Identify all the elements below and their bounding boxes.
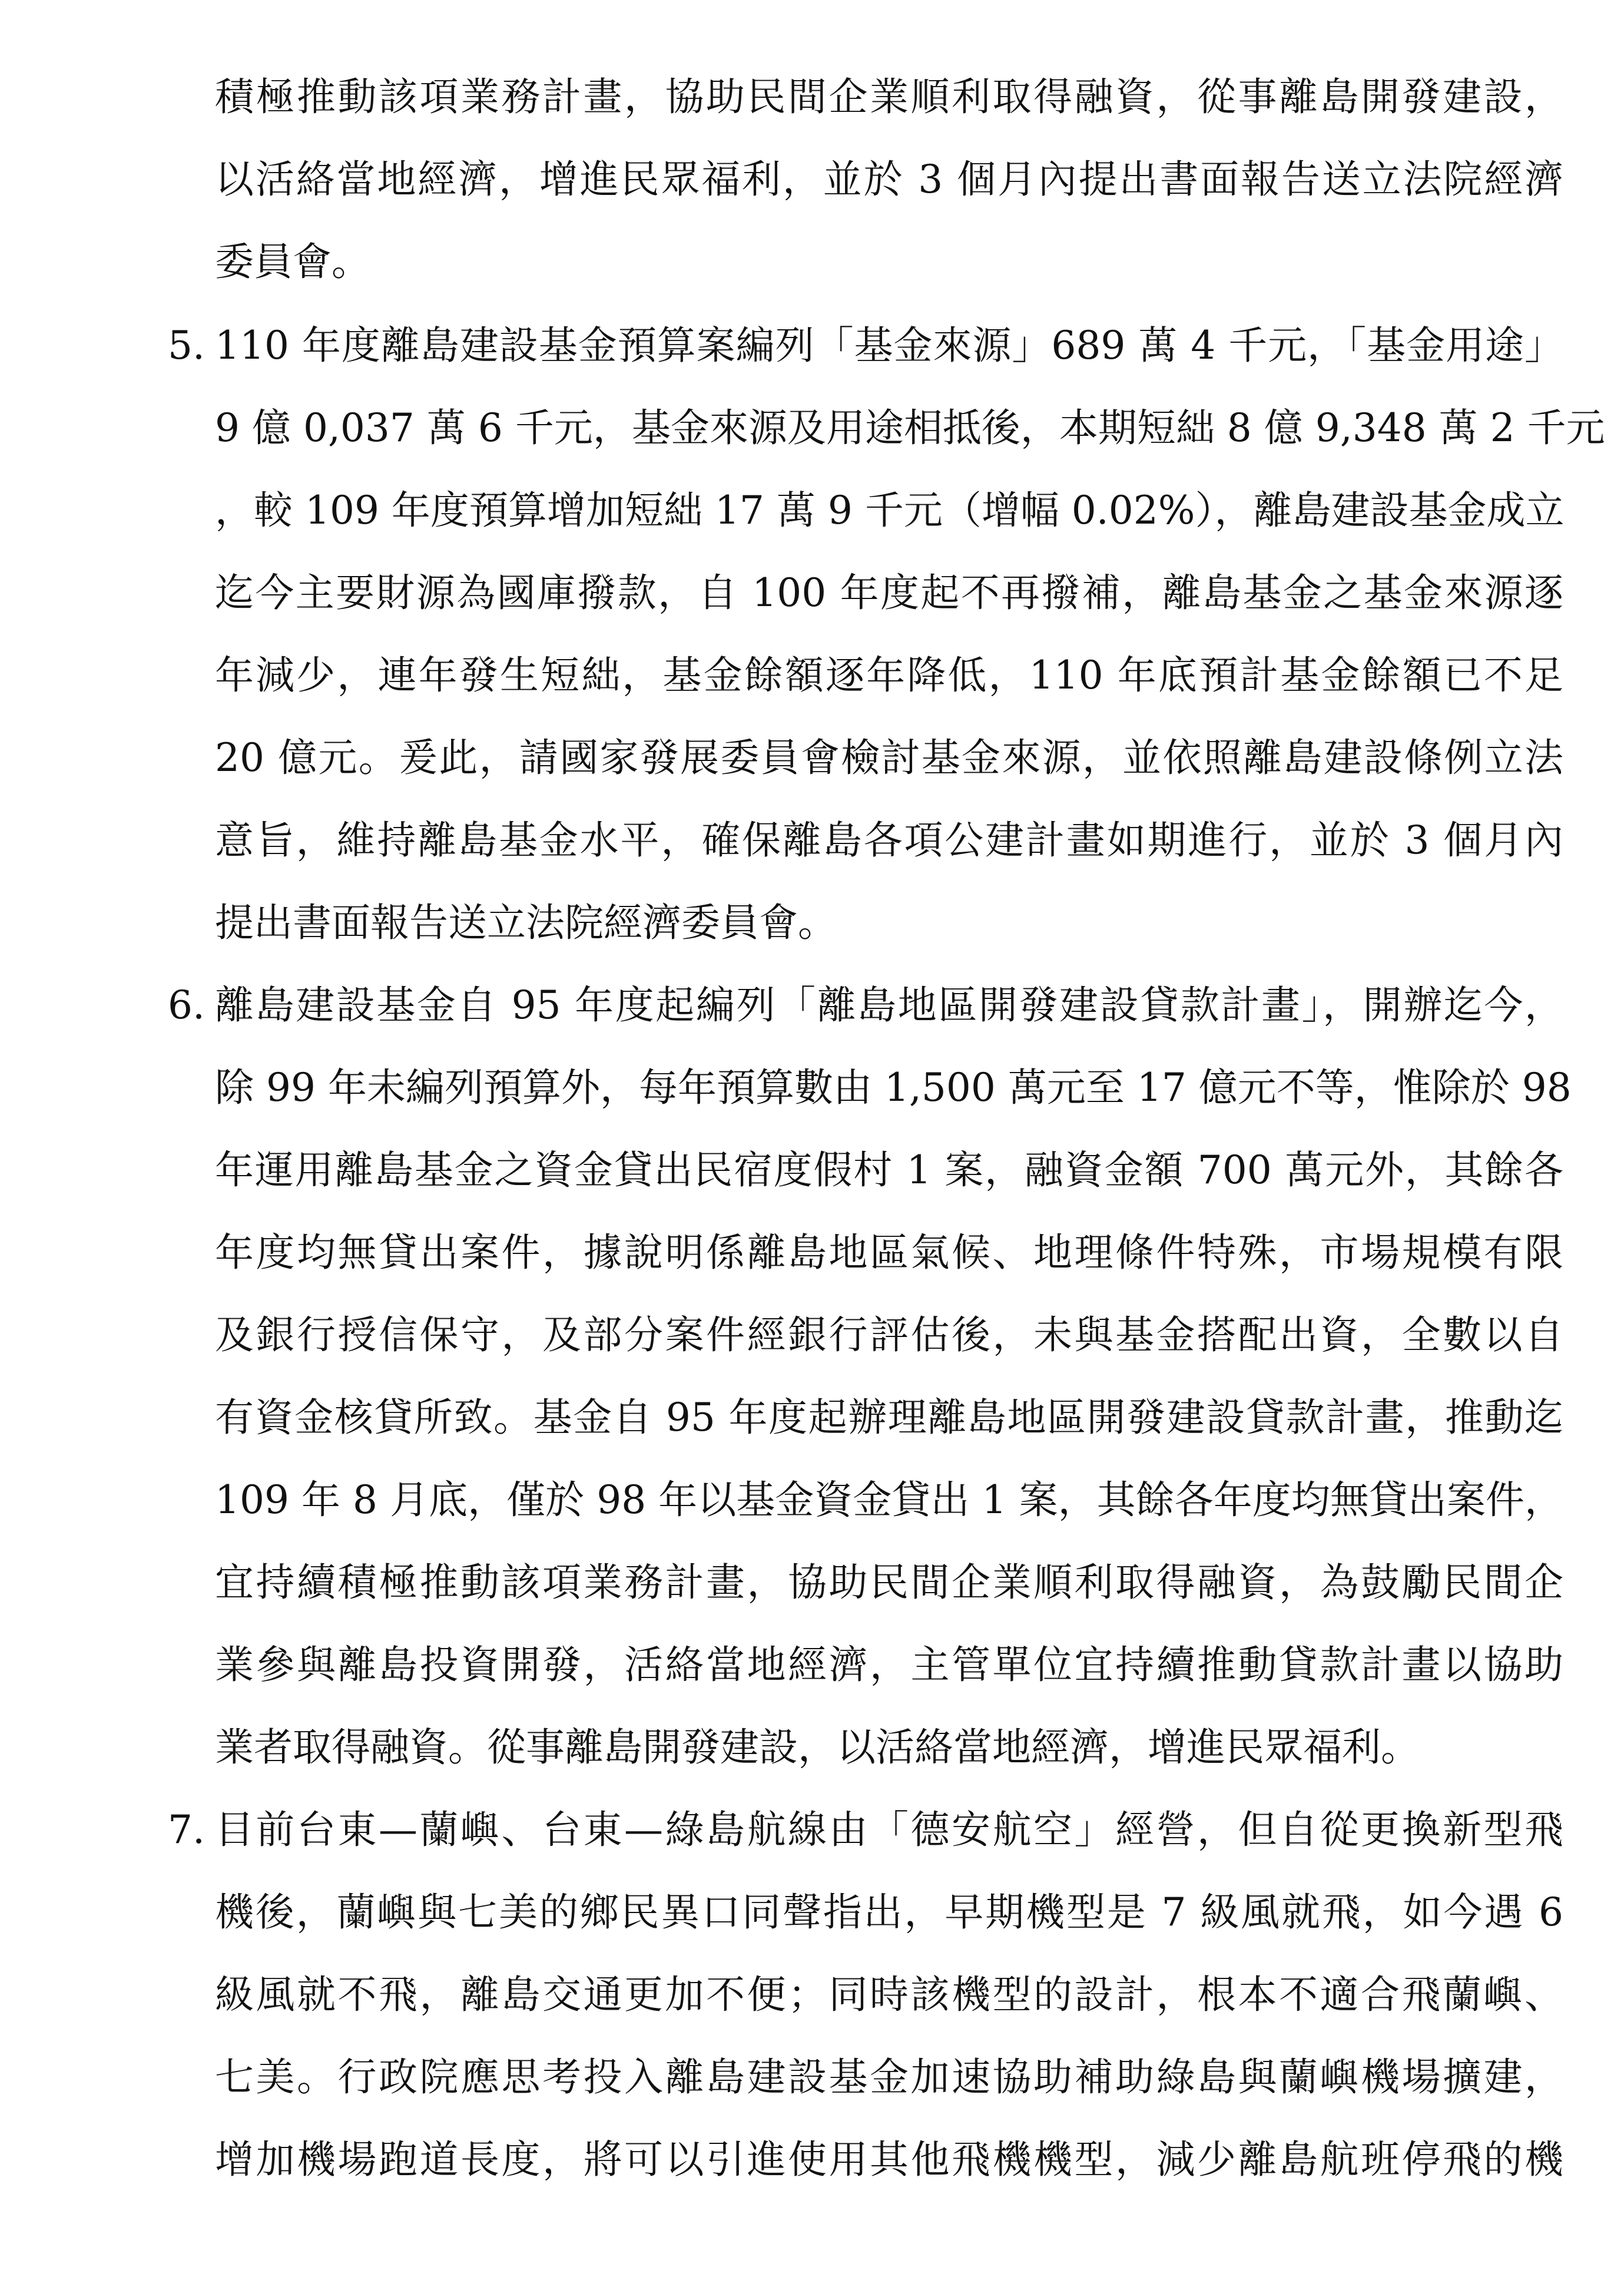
paragraph-line: 有資金核貸所致。基金自 95 年度起辦理離島地區開發建設貸款計畫，推動迄 bbox=[215, 1395, 1563, 1440]
paragraph-line: 七美。行政院應思考投入離島建設基金加速協助補助綠島與蘭嶼機場擴建， bbox=[215, 2054, 1563, 2100]
item-number: 6. bbox=[168, 982, 205, 1028]
paragraph-line: 目前台東—蘭嶼、台東—綠島航線由「德安航空」經營，但自從更換新型飛 bbox=[215, 1807, 1563, 1852]
paragraph-line: 109 年 8 月底，僅於 98 年以基金資金貸出 1 案，其餘各年度均無貸出案件， bbox=[215, 1477, 1563, 1523]
paragraph-line: 9 億 0,037 萬 6 千元，基金來源及用途相抵後，本期短絀 8 億 9,348 萬 2 千元 bbox=[215, 405, 1605, 451]
paragraph-line: 年運用離島基金之資金貸出民宿度假村 1 案，融資金額 700 萬元外，其餘各 bbox=[215, 1147, 1563, 1193]
paragraph-line: 年度均無貸出案件，據說明係離島地區氣候、地理條件特殊，市場規模有限 bbox=[215, 1230, 1563, 1275]
paragraph-line: 意旨，維持離島基金水平，確保離島各項公建計畫如期進行，並於 3 個月內 bbox=[215, 818, 1563, 863]
paragraph-line: 機後，蘭嶼與七美的鄉民異口同聲指出，早期機型是 7 級風就飛，如今遇 6 bbox=[215, 1889, 1563, 1935]
paragraph-line: 迄今主要財源為國庫撥款，自 100 年度起不再撥補，離島基金之基金來源逐 bbox=[215, 570, 1563, 615]
paragraph-line: 及銀行授信保守，及部分案件經銀行評估後，未與基金搭配出資，全數以自 bbox=[215, 1312, 1563, 1358]
paragraph-line: ，較 109 年度預算增加短絀 17 萬 9 千元（增幅 0.02%），離島建設基金成立 bbox=[215, 488, 1565, 533]
paragraph-line: 提出書面報告送立法院經濟委員會。 bbox=[215, 900, 837, 945]
paragraph-line: 增加機場跑道長度，將可以引進使用其他飛機機型，減少離島航班停飛的機 bbox=[215, 2137, 1563, 2182]
paragraph-line: 以活絡當地經濟，增進民眾福利，並於 3 個月內提出書面報告送立法院經濟 bbox=[215, 157, 1563, 202]
item-number: 7. bbox=[168, 1807, 205, 1852]
paragraph-line: 年減少，連年發生短絀，基金餘額逐年降低，110 年底預計基金餘額已不足 bbox=[215, 653, 1563, 698]
paragraph-line: 委員會。 bbox=[215, 239, 370, 284]
paragraph-line: 離島建設基金自 95 年度起編列「離島地區開發建設貸款計畫」，開辦迄今， bbox=[215, 982, 1563, 1028]
paragraph-line: 業者取得融資。從事離島開發建設，以活絡當地經濟，增進民眾福利。 bbox=[215, 1725, 1420, 1770]
paragraph-line: 級風就不飛，離島交通更加不便；同時該機型的設計，根本不適合飛蘭嶼、 bbox=[215, 1972, 1563, 2017]
paragraph-line: 20 億元。爰此，請國家發展委員會檢討基金來源，並依照離島建設條例立法 bbox=[215, 735, 1563, 780]
paragraph-line: 110 年度離島建設基金預算案編列「基金來源」689 萬 4 千元，「基金用途」 bbox=[215, 323, 1563, 368]
paragraph-line: 業參與離島投資開發，活絡當地經濟，主管單位宜持續推動貸款計畫以協助 bbox=[215, 1642, 1563, 1687]
paragraph-line: 除 99 年未編列預算外，每年預算數由 1,500 萬元至 17 億元不等，惟除於 98 bbox=[215, 1065, 1572, 1110]
item-number: 5. bbox=[168, 323, 205, 368]
paragraph-line: 宜持續積極推動該項業務計畫，協助民間企業順利取得融資，為鼓勵民間企 bbox=[215, 1560, 1563, 1605]
paragraph-line: 積極推動該項業務計畫，協助民間企業順利取得融資，從事離島開發建設， bbox=[215, 74, 1563, 120]
